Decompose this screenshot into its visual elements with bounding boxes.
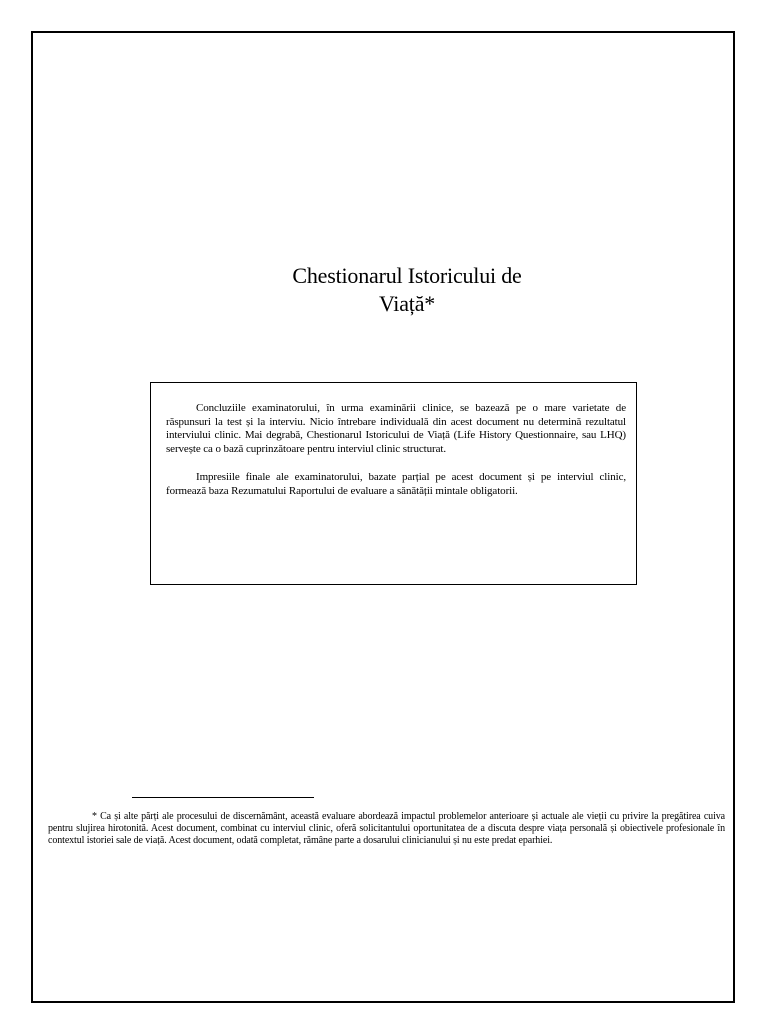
title-line-1: Chestionarul Istoricului de — [292, 263, 522, 288]
summary-paragraph-2: Impresiile finale ale examinatorului, bazate parțial pe acest document și pe interviul clinic, formează baza Rezumatului Raportului de evaluare a sănătății mintale obligatorii. — [166, 471, 626, 497]
summary-paragraph-1: Concluziile examinatorului, în urma examinării clinice, se bazează pe o mare varietate de răspunsuri la test și la interviu. Nicio întrebare individuală din acest document nu determină rezultatul interviului clinic. Mai degrabă, Chestionarul Istoricului de Viață (Life History Questionnaire, sau LHQ) servește ca o bază cuprinzătoare pentru interviul clinic structurat. — [166, 402, 626, 455]
footnote: * Ca și alte părți ale procesului de discernământ, această evaluare abordează impactul problemelor anterioare și actuale ale vieții cu privire la pregătirea cuiva pentru slujirea hirotonită. Acest document, combinat cu interviul clinic, oferă solicitantului oportunitatea de a discuta despre viața personală și obiectivele profesionale în contextul istoriei sale de viață. Acest document, odată completat, rămâne parte a dosarului clinicianului și nu este predat eparhiei. — [48, 811, 725, 846]
footnote-separator — [132, 797, 314, 798]
summary-box — [150, 382, 637, 585]
title-line-2: Viață* — [378, 291, 436, 316]
document-title — [0, 262, 768, 318]
